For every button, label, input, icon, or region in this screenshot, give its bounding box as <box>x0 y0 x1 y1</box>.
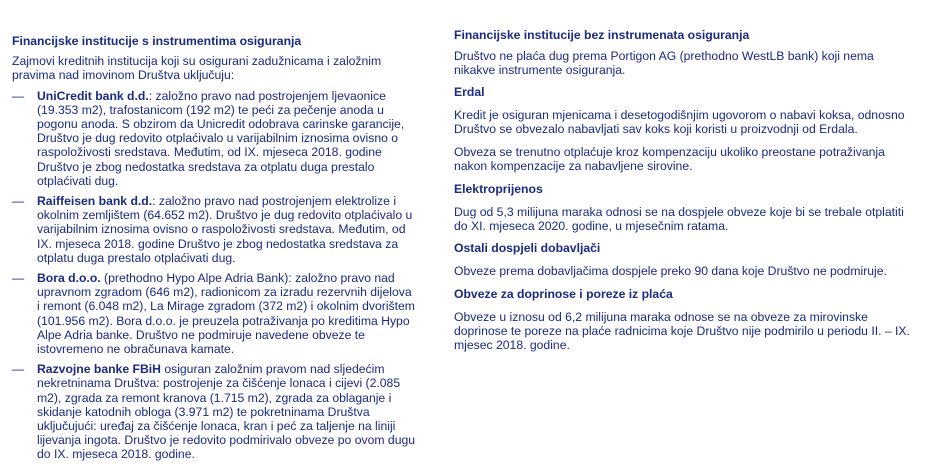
portigon-paragraph: Društvo ne plaća dug prema Portigon AG (prethodno WestLB bank) koji nema nikakve instrumente osiguranja. <box>454 49 874 78</box>
heading-elektroprijenos: Elektroprijenos <box>454 181 543 196</box>
list-item-unicredit <box>12 89 416 188</box>
dash-bullet <box>12 362 24 376</box>
bank-name: Razvojne banke FBiH <box>37 362 161 377</box>
bank-name: Bora d.o.o. <box>37 271 101 286</box>
doprinosi-porezi-paragraph: Obveze u iznosu od 6,2 milijuna maraka odnose se na obveze za mirovinske doprinose te poreze na plaće radnicima koje Društvo nije podmirilo u periodu II. – IX. mjesec 2018. godine. <box>454 309 910 353</box>
ostali-dobavljaci-paragraph: Obveze prema dobavljačima dospjele preko 90 dana koje Društvo ne podmiruje. <box>454 264 887 279</box>
list-item-text <box>37 89 416 188</box>
bank-name: Raiffeisen bank d.d. <box>37 194 153 209</box>
list-item-text <box>37 271 416 356</box>
bank-name: UniCredit bank d.d. <box>37 88 149 103</box>
left-column <box>12 0 416 462</box>
heading-unsecured-institutions: Financijske institucije bez instrumenata osiguranja <box>454 28 750 42</box>
dash-bullet <box>12 271 24 285</box>
intro-paragraph: Zajmovi kreditnih institucija koji su osigurani zadužnicama i založnim pravima nad imovinom Društva uključuju: <box>12 54 382 83</box>
dash-bullet <box>12 89 24 103</box>
list-item-razvojna-banka <box>12 362 416 461</box>
heading-erdal: Erdal <box>454 84 485 99</box>
erdal-paragraph-2: Obveza se trenutno otplaćuje kroz kompenzaciju ukoliko preostane potraživanja nakon kompenzacije za nabavljene sirovine. <box>454 145 885 174</box>
erdal-paragraph-1: Kredit je osiguran mjenicama i desetogodišnjim ugovorom o nabavi koksa, odnosno Društvo se obvezalo nabavljati sav koks koji koristi u proizvodnji od Erdala. <box>454 107 905 137</box>
bank-description: (prethodno Hypo Alpe Adria Bank): založno pravo nad upravnom zgradom (646 m2), radionicom za izradu rezervnih dijelova i remont (6.048 m2), La Mirage zgradom (372 m2) i okolnim dvorištem (101.956 m2). Bora d.o.o. je preuzela potraživanja po kreditima Hypo Alpe Adria banke. Društvo ne podmiruje navedene obveze te istovremeno ne obračunava kamate. <box>37 271 415 357</box>
list-item-text <box>37 194 416 265</box>
bank-description: : založno pravo nad postrojenjem ljevaonice (19.353 m2), trafostanicom (192 m2) te peći za pečenje anoda u pogonu anoda. S obzirom da Unicredit odobrava carinske garancije, Društvo je dug redovito otplaćivalo u varijabilnim iznosima ovisno o raspoloživosti sredstava. Međutim, od IX. mjeseca 2018. godine Društvo je zbog nedostatka sredstava za otplatu duga prestalo otplaćivati dug. <box>37 88 405 188</box>
bank-description: : založno pravo nad postrojenjem elektrolize i okolnim zemljištem (64.652 m2). Društvo je dug redovito otplaćivalo u varijabilnim iznosima ovisno o raspoloživosti sredstava. Međutim, od IX. mjeseca 2018. godine Društvo je zbog nedostatka sredstava za otplatu duga prestalo otplaćivati dug. <box>37 194 413 265</box>
bank-description: osiguran založnim pravom nad sljedećim nekretninama Društva: postrojenje za čišćenje lonaca i cijevi (2.085 m2), zgrada za remont kranova (1.715 m2), zgrada za oblaganje i skidanje katodnih obloga (3.971 m2) te pokretninama Društva uključujući: uređaj za čišćenje lonaca, kran i peć za taljenje na liniji lijevanja ingota. Društvo je redovito podmirivalo obveze po ovom dugu do IX. mjeseca 2018. godine. <box>37 362 416 462</box>
right-column <box>454 0 910 352</box>
list-item-bora <box>12 271 416 356</box>
list-item-text <box>37 362 416 461</box>
heading-ostali-dobavljaci: Ostali dospjeli dobavljači <box>454 241 601 256</box>
list-item-raiffeisen <box>12 194 416 265</box>
heading-doprinosi-porezi: Obveze za doprinose i poreze iz plaća <box>454 286 673 301</box>
heading-secured-institutions: Financijske institucije s instrumentima osiguranja <box>12 34 302 48</box>
elektroprijenos-paragraph: Dug od 5,3 milijuna maraka odnosi se na dospjele obveze koje bi se trebale otplatiti do XI. mjeseca 2020. godine, u mjesečnim ratama. <box>454 204 904 234</box>
dash-bullet <box>12 194 24 208</box>
